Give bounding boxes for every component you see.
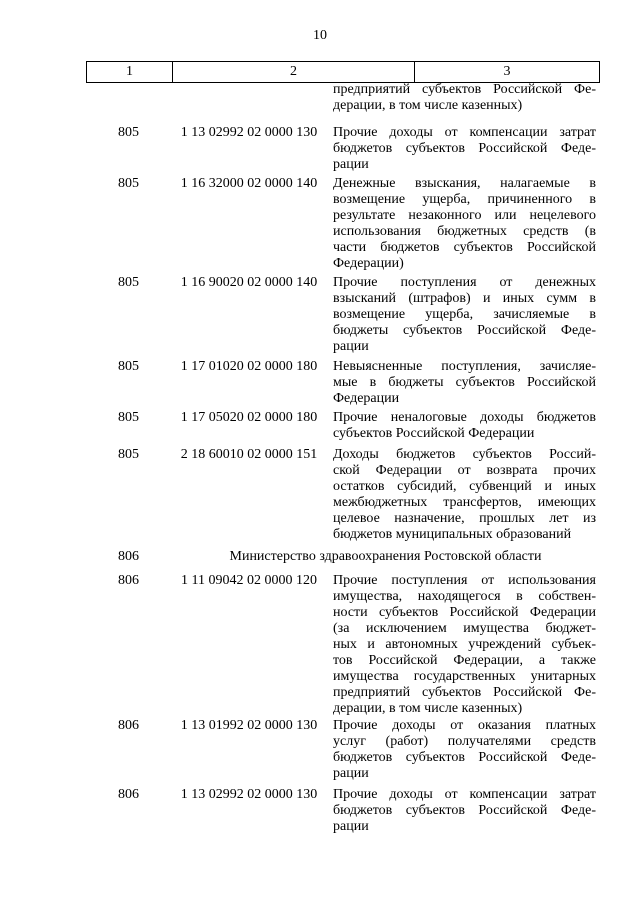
admin-code: 805 — [118, 125, 139, 140]
text-line: Прочие доходы от оказания платных — [333, 718, 596, 733]
text-line: ской Федерации от возврата прочих — [333, 463, 596, 478]
budget-code: 1 17 01020 02 0000 180 — [180, 359, 318, 374]
text-line: рации — [333, 157, 369, 172]
text-line: дерации, в том числе казенных) — [333, 98, 523, 113]
text-line: Федерации — [333, 391, 400, 406]
budget-code: 1 11 09042 02 0000 120 — [181, 573, 317, 588]
budget-code: 1 13 01992 02 0000 130 — [180, 718, 318, 733]
table-header — [86, 61, 600, 83]
text-line: дерации, в том числе казенных) — [333, 701, 523, 716]
text-line: результате незаконного или нецелевого — [333, 208, 596, 223]
income-description — [333, 410, 596, 442]
text-line: использования бюджетных средств (в — [333, 224, 596, 239]
text-line: Прочие поступления от денежных — [333, 275, 596, 290]
budget-code: 2 18 60010 02 0000 151 — [180, 447, 318, 462]
admin-code: 805 — [118, 176, 139, 191]
text-line: имущества, находящегося в собствен- — [333, 589, 596, 604]
text-line: Прочие поступления от использования — [333, 573, 596, 588]
text-line: субъектов Российской Федерации — [333, 426, 535, 441]
text-line: возмещение ущерба, зачисляемые в — [333, 307, 596, 322]
text-line: рации — [333, 339, 369, 354]
admin-code: 806 — [118, 549, 139, 564]
text-line: бюджетов субъектов Российской Феде- — [333, 803, 596, 818]
admin-code: 806 — [118, 787, 139, 802]
income-description — [333, 125, 596, 173]
text-line: рации — [333, 819, 369, 834]
text-line: Невыясненные поступления, зачисляе- — [333, 359, 596, 374]
text-line: Доходы бюджетов субъектов Россий- — [333, 447, 596, 462]
income-description — [333, 359, 596, 407]
header-col-3: 3 — [414, 62, 599, 82]
header-col-1: 1 — [126, 64, 133, 79]
text-line: целевое назначение, прошлых лет из — [333, 511, 596, 526]
income-description — [333, 176, 596, 272]
text-line: Денежные взыскания, налагаемые в — [333, 176, 596, 191]
income-description — [333, 573, 596, 717]
continuation-text — [333, 82, 596, 114]
income-description — [333, 447, 596, 543]
admin-code: 805 — [118, 410, 139, 425]
budget-code: 1 13 02992 02 0000 130 — [180, 125, 318, 140]
page-number: 10 — [313, 28, 327, 43]
text-line: Прочие доходы от компенсации затрат — [333, 787, 596, 802]
text-line: предприятий субъектов Российской Фе- — [333, 685, 596, 700]
text-line: бюджетов муниципальных образований — [333, 527, 572, 542]
budget-code: 1 16 90020 02 0000 140 — [180, 275, 318, 290]
text-line: бюджеты субъектов Российской Феде- — [333, 323, 596, 338]
admin-code: 805 — [118, 447, 139, 462]
admin-code: 806 — [118, 718, 139, 733]
text-line: Прочие неналоговые доходы бюджетов — [333, 410, 596, 425]
text-line: бюджетов субъектов Российской Феде- — [333, 141, 596, 156]
text-line: Прочие доходы от компенсации затрат — [333, 125, 596, 140]
text-line: межбюджетных трансфертов, имеющих — [333, 495, 596, 510]
admin-code: 805 — [118, 275, 139, 290]
text-line: предприятий субъектов Российской Фе- — [333, 82, 596, 97]
budget-code: 1 16 32000 02 0000 140 — [180, 176, 318, 191]
text-line: бюджетов субъектов Российской Феде- — [333, 750, 596, 765]
text-line: части бюджетов субъектов Российской — [333, 240, 596, 255]
budget-code: 1 17 05020 02 0000 180 — [180, 410, 318, 425]
text-line: мые в бюджеты субъектов Российской — [333, 375, 596, 390]
text-line: остатков субсидий, субвенций и иных — [333, 479, 596, 494]
income-description — [333, 275, 596, 355]
text-line: возмещение ущерба, причиненного в — [333, 192, 596, 207]
text-line: Федерации) — [333, 256, 404, 271]
income-description — [333, 787, 596, 835]
text-line: услуг (работ) получателями средств — [333, 734, 596, 749]
ministry-heading: Министерство здравоохранения Ростовской области — [229, 549, 542, 564]
admin-code: 805 — [118, 359, 139, 374]
text-line: тов Российской Федерации, а также — [333, 653, 596, 668]
income-description — [333, 718, 596, 782]
header-col-2: 2 — [172, 62, 414, 82]
text-line: (за исключением имущества бюджет- — [333, 621, 596, 636]
admin-code: 806 — [118, 573, 139, 588]
text-line: ных и автономных учреждений субъек- — [333, 637, 596, 652]
text-line: ности субъектов Российской Федерации — [333, 605, 596, 620]
text-line: имущества государственных унитарных — [333, 669, 596, 684]
text-line: взысканий (штрафов) и иных сумм в — [333, 291, 596, 306]
budget-code: 1 13 02992 02 0000 130 — [180, 787, 318, 802]
text-line: рации — [333, 766, 369, 781]
